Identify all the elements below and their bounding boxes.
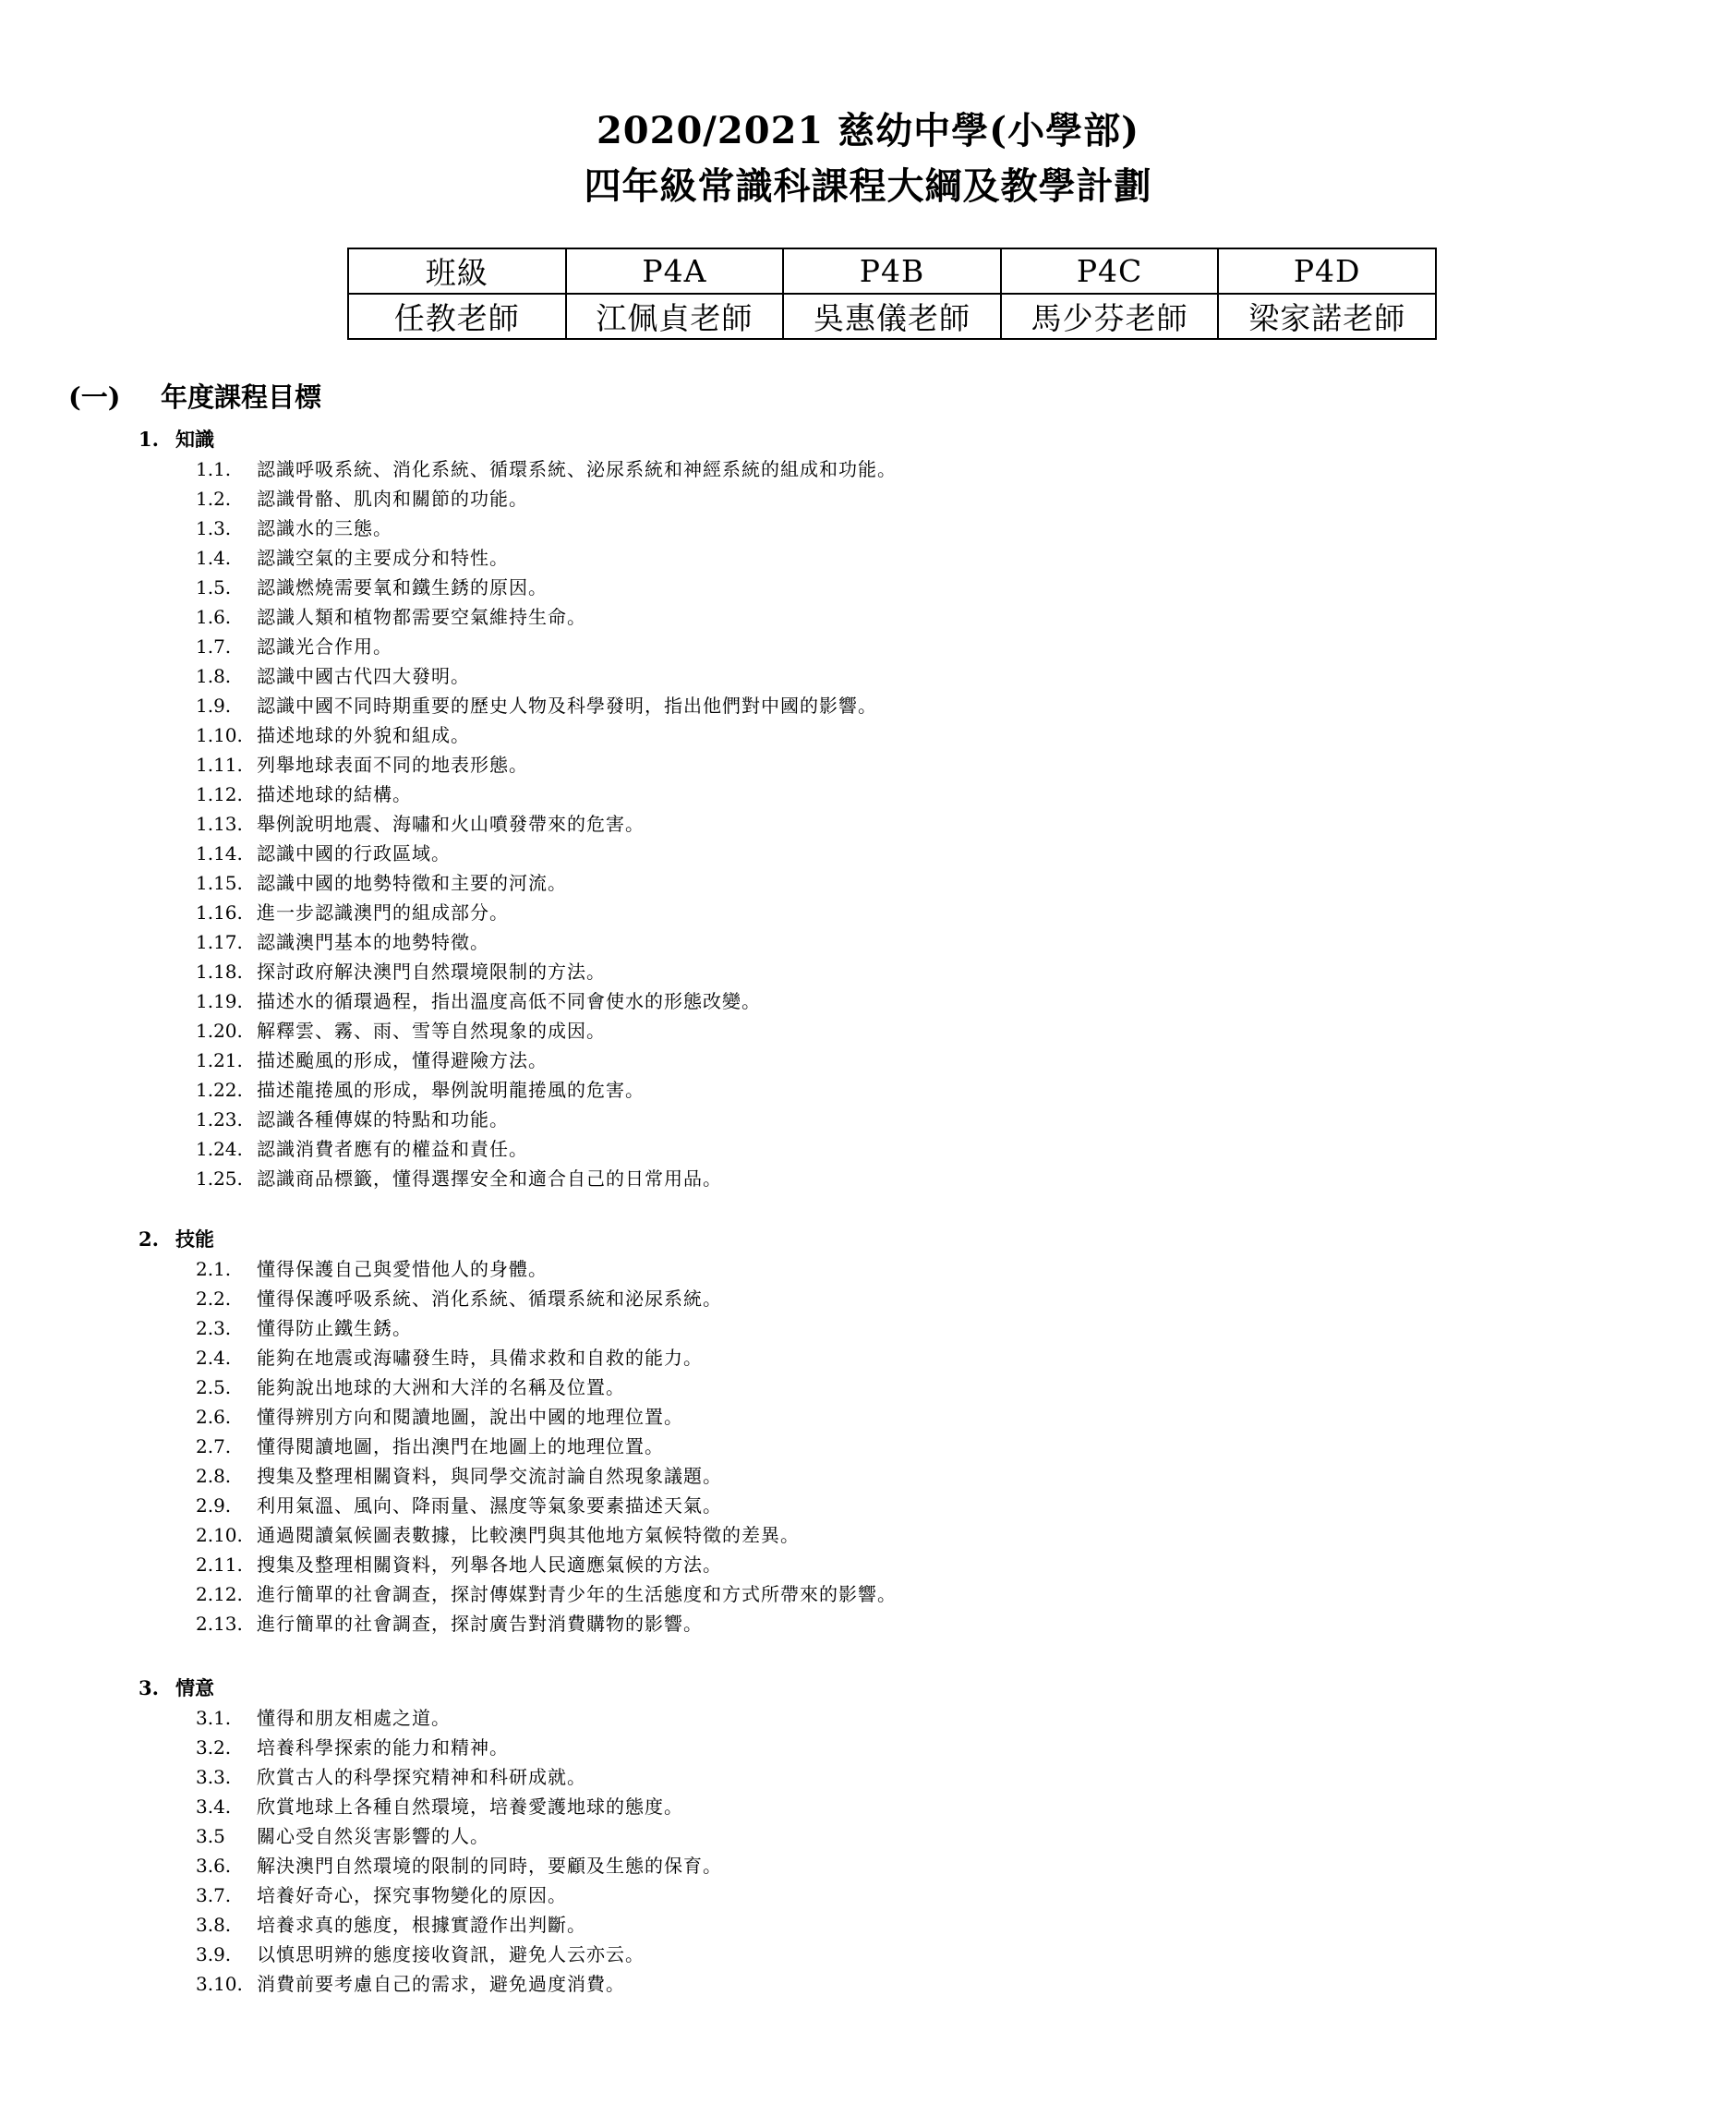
item-text: 懂得和朋友相處之道。	[257, 1707, 451, 1729]
item-text: 懂得閱讀地圖，指出澳門在地圖上的地理位置。	[257, 1435, 664, 1457]
item-text: 認識人類和植物都需要空氣維持生命。	[257, 606, 586, 628]
category-number: 2.	[139, 1227, 159, 1251]
list-item	[196, 1491, 897, 1520]
item-number: 2.4.	[196, 1347, 232, 1369]
category-number: 3.	[139, 1676, 159, 1699]
title-syllabus: 四年級常識科課程大綱及教學計劃	[584, 164, 1152, 208]
list-item	[196, 1792, 722, 1821]
item-text: 消費前要考慮自己的需求，避免過度消費。	[257, 1973, 625, 1995]
item-text: 懂得防止鐵生銹。	[257, 1317, 412, 1339]
list-item	[196, 602, 897, 632]
item-text: 解決澳門自然環境的限制的同時，要顧及生態的保育。	[257, 1855, 722, 1877]
item-number: 3.3.	[196, 1766, 232, 1788]
item-number: 1.16.	[196, 901, 243, 924]
item-number: 2.3.	[196, 1317, 232, 1339]
category-heading-affective	[139, 1674, 214, 1703]
list-item	[196, 514, 897, 543]
item-text: 欣賞古人的科學探究精神和科研成就。	[257, 1766, 586, 1788]
item-text: 認識水的三態。	[257, 517, 392, 539]
item-number: 1.14.	[196, 842, 243, 864]
item-text: 搜集及整理相關資料，與同學交流討論自然現象議題。	[257, 1465, 722, 1487]
item-number: 1.23.	[196, 1108, 243, 1130]
item-text: 解釋雲、霧、雨、雪等自然現象的成因。	[257, 1020, 606, 1042]
item-number: 2.2.	[196, 1288, 232, 1310]
category-title: 知識	[175, 428, 214, 451]
item-text: 認識中國古代四大發明。	[257, 665, 470, 687]
item-text: 列舉地球表面不同的地表形態。	[257, 754, 528, 776]
list-item	[196, 1046, 897, 1075]
teacher-cell: 吳惠儀老師	[783, 294, 1001, 339]
list-item	[196, 1343, 897, 1372]
item-number: 1.4.	[196, 547, 232, 569]
item-number: 1.3.	[196, 517, 232, 539]
section-title: 年度課程目標	[161, 381, 322, 413]
list-item	[196, 898, 897, 927]
section-number: (一)	[68, 381, 121, 413]
item-number: 3.10.	[196, 1973, 243, 1995]
item-text: 認識各種傳媒的特點和功能。	[257, 1108, 509, 1130]
item-text: 舉例說明地震、海嘯和火山噴發帶來的危害。	[257, 813, 645, 835]
item-text: 認識消費者應有的權益和責任。	[257, 1138, 528, 1160]
list-item	[196, 1550, 897, 1579]
teacher-cell: 江佩貞老師	[566, 294, 784, 339]
section-heading	[68, 377, 321, 417]
item-number: 1.15.	[196, 872, 243, 894]
title-school-year: 2020/2021 慈幼中學(小學部)	[596, 109, 1140, 152]
item-text: 描述龍捲風的形成，舉例說明龍捲風的危害。	[257, 1079, 645, 1101]
item-number: 1.8.	[196, 665, 232, 687]
item-text: 利用氣溫、風向、降雨量、濕度等氣象要素描述天氣。	[257, 1494, 722, 1517]
item-text: 能夠說出地球的大洲和大洋的名稱及位置。	[257, 1376, 625, 1398]
item-text: 培養科學探索的能力和精神。	[257, 1736, 509, 1759]
item-number: 1.18.	[196, 961, 243, 983]
list-item	[196, 839, 897, 868]
item-text: 關心受自然災害影響的人。	[257, 1825, 489, 1847]
list-item	[196, 1821, 722, 1851]
list-item	[196, 1520, 897, 1550]
list-item	[196, 1284, 897, 1313]
list-item	[196, 1313, 897, 1343]
class-cell: P4B	[783, 248, 1001, 294]
item-number: 1.17.	[196, 931, 243, 953]
list-item	[196, 1402, 897, 1432]
list-item	[196, 1851, 722, 1880]
list-item	[196, 927, 897, 957]
list-item	[196, 1075, 897, 1105]
list-item	[196, 868, 897, 898]
skills-list	[196, 1254, 897, 1638]
category-title: 情意	[175, 1676, 214, 1699]
category-heading-skills	[139, 1225, 214, 1254]
item-text: 認識澳門基本的地勢特徵。	[257, 931, 489, 953]
item-text: 懂得保護呼吸系統、消化系統、循環系統和泌尿系統。	[257, 1288, 722, 1310]
affective-list	[196, 1703, 722, 1999]
list-item	[196, 1733, 722, 1762]
class-cell: P4D	[1218, 248, 1436, 294]
list-item	[196, 1134, 897, 1164]
list-item	[196, 720, 897, 750]
item-text: 懂得保護自己與愛惜他人的身體。	[257, 1258, 548, 1280]
item-number: 1.12.	[196, 783, 243, 805]
teacher-table	[347, 248, 1437, 340]
item-text: 認識空氣的主要成分和特性。	[257, 547, 509, 569]
list-item	[196, 543, 897, 573]
list-item	[196, 1105, 897, 1134]
item-number: 1.19.	[196, 990, 243, 1012]
list-item	[196, 691, 897, 720]
list-item	[196, 1432, 897, 1461]
teacher-header-cell: 任教老師	[348, 294, 566, 339]
document-title	[0, 103, 1736, 214]
item-number: 3.9.	[196, 1943, 232, 1965]
list-item	[196, 750, 897, 780]
item-number: 1.20.	[196, 1020, 243, 1042]
list-item	[196, 1762, 722, 1792]
item-text: 進行簡單的社會調查，探討廣告對消費購物的影響。	[257, 1613, 703, 1635]
list-item	[196, 1880, 722, 1910]
item-number: 2.5.	[196, 1376, 232, 1398]
item-number: 1.24.	[196, 1138, 243, 1160]
item-text: 進行簡單的社會調查，探討傳媒對青少年的生活態度和方式所帶來的影響。	[257, 1583, 897, 1605]
list-item	[196, 1910, 722, 1940]
class-header-cell: 班級	[348, 248, 566, 294]
item-text: 認識中國的行政區域。	[257, 842, 451, 864]
item-number: 1.13.	[196, 813, 243, 835]
list-item	[196, 1372, 897, 1402]
item-number: 3.8.	[196, 1914, 232, 1936]
item-number: 1.6.	[196, 606, 232, 628]
item-text: 以慎思明辨的態度接收資訊，避免人云亦云。	[257, 1943, 645, 1965]
item-number: 2.12.	[196, 1583, 243, 1605]
class-cell: P4C	[1001, 248, 1219, 294]
item-number: 1.11.	[196, 754, 243, 776]
list-item	[196, 957, 897, 986]
item-number: 2.11.	[196, 1554, 243, 1576]
item-number: 3.7.	[196, 1884, 232, 1906]
list-item	[196, 809, 897, 839]
item-number: 3.6.	[196, 1855, 232, 1877]
item-number: 3.1.	[196, 1707, 232, 1729]
item-number: 2.1.	[196, 1258, 232, 1280]
category-heading-knowledge	[139, 425, 214, 454]
class-row	[348, 248, 1436, 294]
list-item	[196, 780, 897, 809]
item-text: 認識商品標籤，懂得選擇安全和適合自己的日常用品。	[257, 1167, 722, 1190]
knowledge-list	[196, 454, 897, 1193]
item-text: 認識燃燒需要氧和鐵生銹的原因。	[257, 576, 548, 598]
item-text: 培養好奇心，探究事物變化的原因。	[257, 1884, 567, 1906]
item-text: 認識中國不同時期重要的歷史人物及科學發明，指出他們對中國的影響。	[257, 695, 877, 717]
list-item	[196, 632, 897, 661]
teacher-row	[348, 294, 1436, 339]
list-item	[196, 484, 897, 514]
item-number: 2.6.	[196, 1406, 232, 1428]
item-number: 3.5	[196, 1825, 225, 1847]
item-text: 描述颱風的形成，懂得避險方法。	[257, 1049, 548, 1071]
list-item	[196, 1461, 897, 1491]
item-text: 認識中國的地勢特徵和主要的河流。	[257, 872, 567, 894]
list-item	[196, 1703, 722, 1733]
category-title: 技能	[175, 1227, 214, 1251]
item-text: 描述地球的外貌和組成。	[257, 724, 470, 746]
item-number: 2.10.	[196, 1524, 243, 1546]
item-text: 描述地球的結構。	[257, 783, 412, 805]
list-item	[196, 1016, 897, 1046]
item-text: 探討政府解決澳門自然環境限制的方法。	[257, 961, 606, 983]
item-text: 能夠在地震或海嘯發生時，具備求救和自救的能力。	[257, 1347, 703, 1369]
category-number: 1.	[139, 428, 159, 451]
item-number: 1.5.	[196, 576, 232, 598]
list-item	[196, 454, 897, 484]
list-item	[196, 1254, 897, 1284]
item-number: 1.2.	[196, 488, 232, 510]
item-number: 1.1.	[196, 458, 232, 480]
list-item	[196, 1579, 897, 1609]
list-item	[196, 573, 897, 602]
item-number: 3.2.	[196, 1736, 232, 1759]
list-item	[196, 986, 897, 1016]
item-text: 描述水的循環過程，指出溫度高低不同會使水的形態改變。	[257, 990, 761, 1012]
item-number: 2.8.	[196, 1465, 232, 1487]
item-text: 培養求真的態度，根據實證作出判斷。	[257, 1914, 586, 1936]
item-number: 1.7.	[196, 635, 232, 658]
class-cell: P4A	[566, 248, 784, 294]
item-text: 認識呼吸系統、消化系統、循環系統、泌尿系統和神經系統的組成和功能。	[257, 458, 897, 480]
item-number: 1.21.	[196, 1049, 243, 1071]
item-text: 通過閱讀氣候圖表數據，比較澳門與其他地方氣候特徵的差異。	[257, 1524, 800, 1546]
item-number: 2.9.	[196, 1494, 232, 1517]
list-item	[196, 1940, 722, 1969]
teacher-cell: 馬少芬老師	[1001, 294, 1219, 339]
item-text: 懂得辨別方向和閱讀地圖，說出中國的地理位置。	[257, 1406, 683, 1428]
item-number: 1.25.	[196, 1167, 243, 1190]
list-item	[196, 1969, 722, 1999]
item-text: 欣賞地球上各種自然環境，培養愛護地球的態度。	[257, 1796, 683, 1818]
item-number: 1.10.	[196, 724, 243, 746]
item-number: 1.22.	[196, 1079, 243, 1101]
item-number: 2.13.	[196, 1613, 243, 1635]
item-number: 2.7.	[196, 1435, 232, 1457]
item-text: 搜集及整理相關資料，列舉各地人民適應氣候的方法。	[257, 1554, 722, 1576]
item-number: 3.4.	[196, 1796, 232, 1818]
teacher-cell: 梁家諾老師	[1218, 294, 1436, 339]
list-item	[196, 1609, 897, 1638]
list-item	[196, 661, 897, 691]
item-text: 進一步認識澳門的組成部分。	[257, 901, 509, 924]
item-number: 1.9.	[196, 695, 232, 717]
list-item	[196, 1164, 897, 1193]
item-text: 認識骨骼、肌肉和關節的功能。	[257, 488, 528, 510]
item-text: 認識光合作用。	[257, 635, 392, 658]
